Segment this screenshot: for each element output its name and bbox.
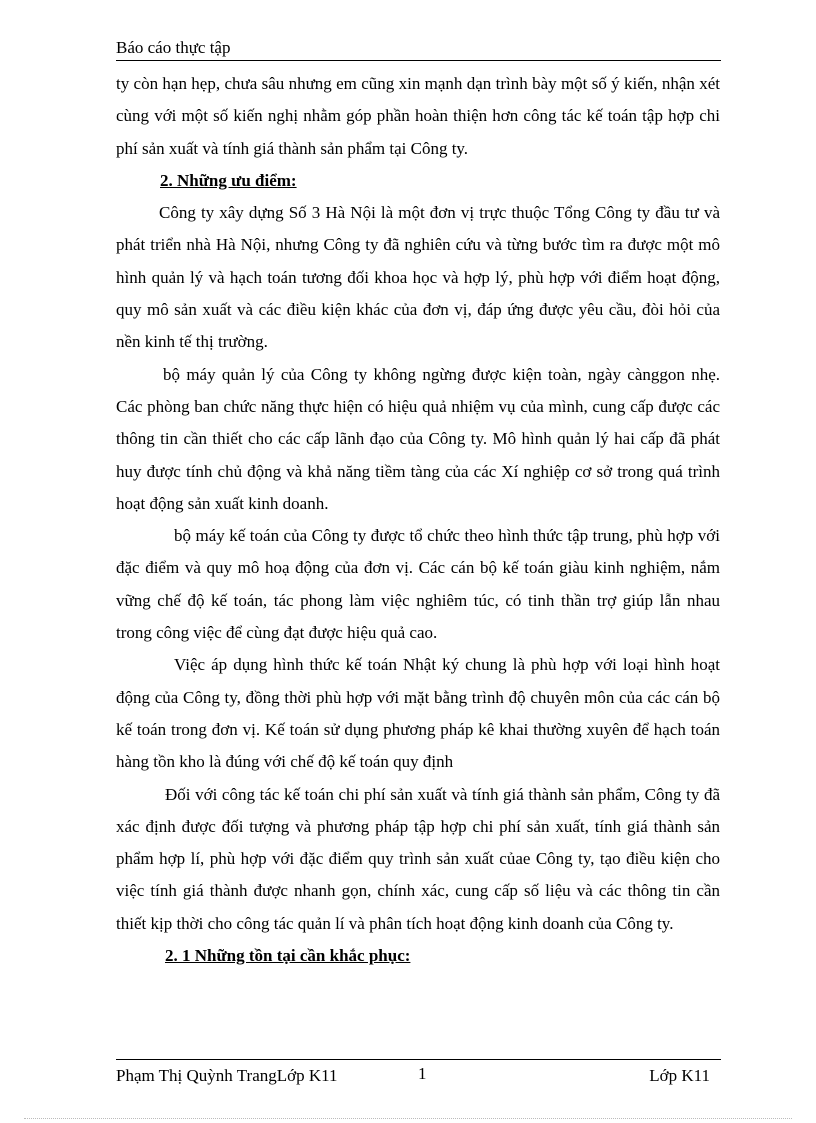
paragraph-continuation: ty còn hạn hẹp, chưa sâu nhưng em cũng xin mạnh dạn trình bày một số ý kiến, nhận xét cùng với một số kiến nghị nhằm góp phần hoàn thiện hơn công tác kế toán tập hợp chi phí sản xuất và tính giá thành sản phẩm tại Công ty.: [116, 74, 720, 158]
footer-author: Phạm Thị Quỳnh TrangLớp K11: [116, 1066, 338, 1085]
paragraph-cost-accounting: Đối với công tác kế toán chi phí sản xuất và tính giá thành sản phẩm, Công ty đã xác định được đối tượng và phương pháp tập hợp chi phí sản xuất, tính giá thành sản phẩm hợp lí, phù hợp với đặc điểm quy trình sản xuất củae Công ty, tạo điều kiện cho việc tính giá thành được nhanh gọn, chính xác, cung cấp số liệu và các thông tin cần thiết kịp thời cho công tác quản lí và phân tích hoạt động kinh doanh của Công ty.: [116, 784, 720, 933]
paragraph-accounting-structure: bộ máy kế toán của Công ty được tổ chức theo hình thức tập trung, phù hợp với đặc điểm và quy mô hoạ động của đơn vị. Các cán bộ kế toán giàu kinh nghiệm, nắm vững chế độ kế toán, tác phong làm việc nghiêm túc, có tinh thần trợ giúp lẫn nhau trong công việc để cùng đạt được hiệu quả cao.: [116, 526, 720, 643]
page-number: 1: [418, 1064, 427, 1083]
paragraph-company-overview: Công ty xây dựng Số 3 Hà Nội là một đơn vị trực thuộc Tổng Công ty đầu tư và phát triển nhà Hà Nội, nhưng Công ty đã nghiên cứu và từng bước tìm ra được một mô hình quản lý và hạch toán tương đối khoa học và hợp lý, phù hợp với điểm hoạt động, quy mô sản xuất và các điều kiện khác của đơn vị, đáp ứng được yêu cầu, đòi hỏi của nền kinh tế thị trường.: [116, 203, 720, 352]
section-heading-advantages: 2. Những ưu điểm:: [160, 170, 297, 190]
page-header-title: Báo cáo thực tập: [116, 38, 231, 57]
header-divider: [116, 60, 721, 61]
paragraph-management-structure: bộ máy quản lý của Công ty không ngừng được kiện toàn, ngày cànggon nhẹ. Các phòng ban chức năng thực hiện có hiệu quả nhiệm vụ của mình, cung cấp được các thông tin cần thiết cho các cấp lãnh đạo của Công ty. Mô hình quản lý hai cấp đã phát huy được tính chủ động và khả năng tiềm tàng của các Xí nghiệp cơ sở trong quá trình hoạt động sản xuất kinh doanh.: [116, 364, 720, 513]
footer-divider: [116, 1059, 721, 1060]
page-bottom-border: [24, 1118, 792, 1119]
document-body: [116, 68, 720, 972]
paragraph-journal-method: Việc áp dụng hình thức kế toán Nhật ký chung là phù hợp với loại hình hoạt động của Công ty, đồng thời phù hợp với mặt bằng trình độ chuyên môn của các cán bộ kế toán trong đơn vị. Kế toán sử dụng phương pháp kê khai thường xuyên để hạch toán hàng tồn kho là đúng với chế độ kế toán quy định: [116, 655, 720, 772]
footer-class: Lớp K11: [649, 1066, 710, 1085]
section-heading-shortcomings: 2. 1 Những tồn tại cần khắc phục:: [165, 946, 411, 966]
